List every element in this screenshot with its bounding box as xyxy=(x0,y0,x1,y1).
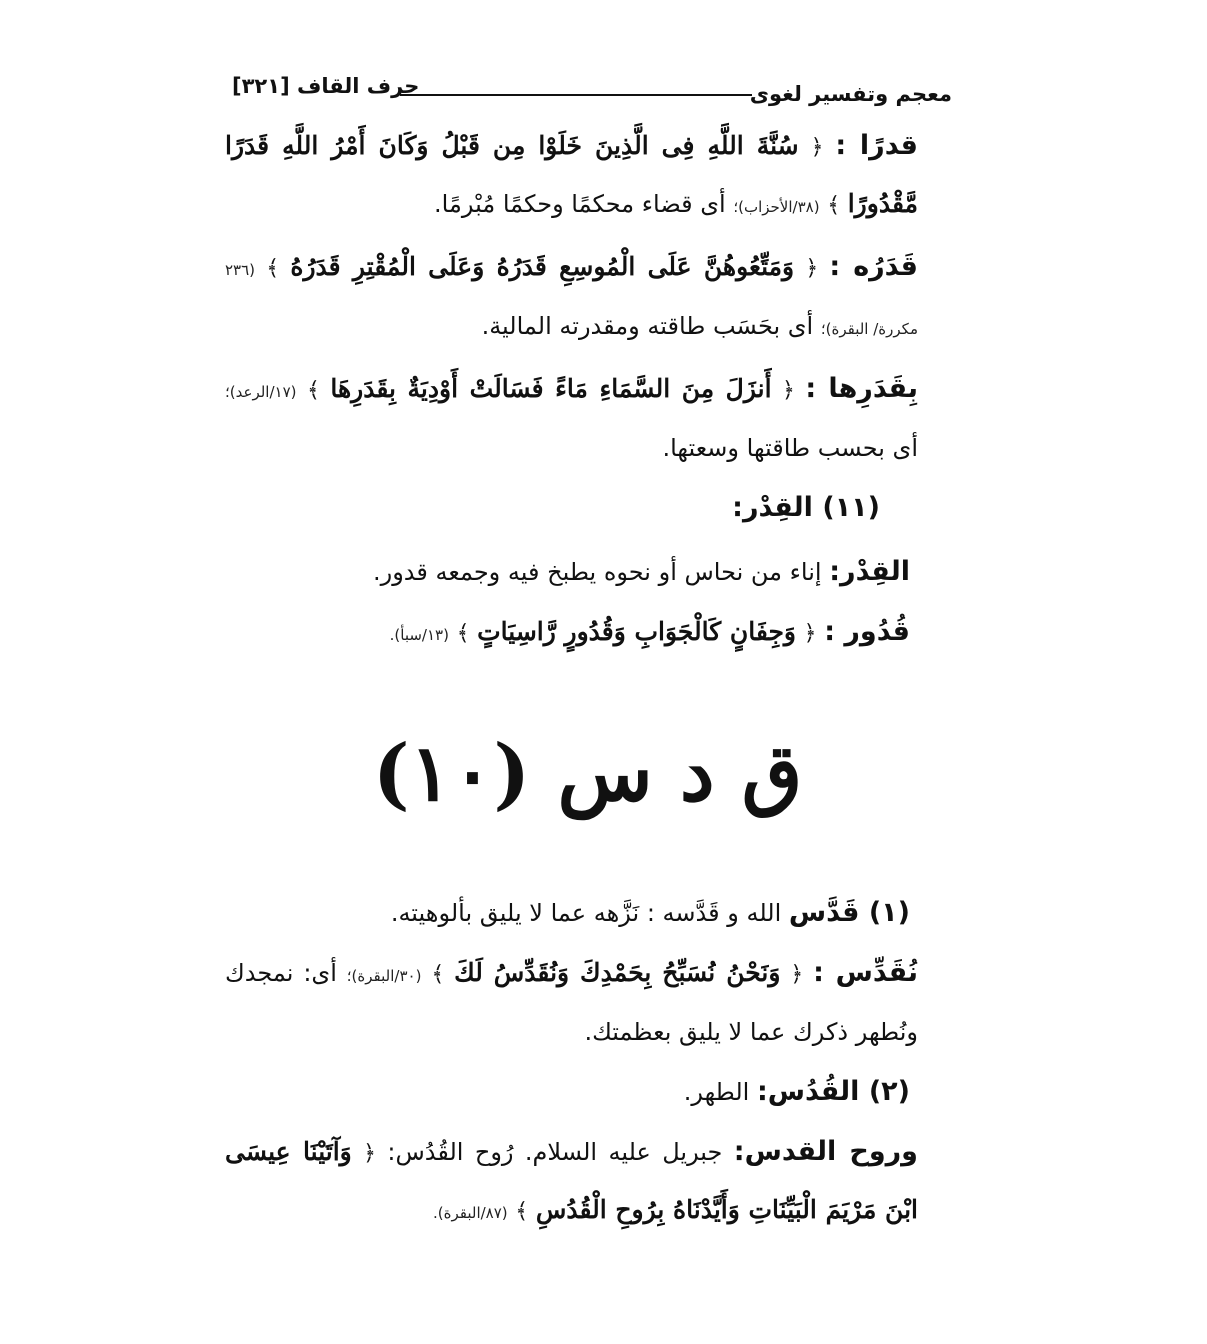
entry-headword: القِدْر: xyxy=(829,556,910,587)
book-title: معجم وتفسير لغوى xyxy=(749,82,952,106)
entry-headword: وروح القدس: xyxy=(733,1136,918,1167)
page-content xyxy=(225,118,950,1245)
entry-qadaruh xyxy=(225,239,950,357)
quran-open-bracket: ﴿ xyxy=(363,1141,376,1166)
quran-close-bracket: ﴾ xyxy=(827,193,841,218)
subsection-heading-1: (١) قَدَّس xyxy=(788,897,910,928)
entry-qadran xyxy=(225,118,950,235)
subsection-gloss: و قَدَّسه : نَزَّهه عما لا يليق بألوهيته. xyxy=(390,899,739,927)
subsection-heading-2: (٢) القُدُس: xyxy=(756,1076,910,1107)
entry-lead: جبريل عليه السلام. رُوح القُدُس: xyxy=(387,1138,723,1166)
subsection-2 xyxy=(225,1064,950,1120)
entry-gloss: أى: نمجدك ونُطهر ذكرك عما لا يليق بعظمتك. xyxy=(225,959,918,1046)
entry-ruhalqudus xyxy=(225,1124,950,1241)
entry-gloss: أى بحَسَب طاقته ومقدرته المالية. xyxy=(481,312,814,340)
quran-quote: سُنَّةَ اللَّهِ فِى الَّذِينَ خَلَوْا مِن قَبْلُ وَكَانَ أَمْرُ اللَّهِ قَدَرًا مَّقْدُورًا xyxy=(225,131,918,218)
quran-quote: وَجِفَانٍ كَالْجَوَابِ وَقُدُورٍ رَّاسِيَاتٍ xyxy=(477,617,797,646)
quran-quote: وَنَحْنُ نُسَبِّحُ بِحَمْدِكَ وَنُقَدِّسُ لَكَ xyxy=(454,958,781,987)
verse-reference: (٢٣٦ مكررة/ البقرة)؛ xyxy=(225,261,918,338)
entry-gloss: أى بحسب طاقتها وسعتها. xyxy=(662,434,918,462)
header-rule xyxy=(400,94,752,96)
quran-close-bracket: ﴾ xyxy=(266,256,280,281)
entry-headword: قدرًا : xyxy=(835,130,918,161)
quran-close-bracket: ﴾ xyxy=(456,621,470,646)
entry-gloss: إناء من نحاس أو نحوه يطبخ فيه وجمعه قدور. xyxy=(373,558,822,586)
quran-close-bracket: ﴾ xyxy=(306,378,320,403)
quran-close-bracket: ﴾ xyxy=(431,962,445,987)
subsection-gloss: الطهر. xyxy=(683,1078,750,1106)
root-title: ق د س (١٠) xyxy=(372,728,803,819)
quran-open-bracket: ﴿ xyxy=(805,256,819,281)
verse-reference: (٣٠/البقرة)؛ xyxy=(346,967,422,985)
quran-open-bracket: ﴿ xyxy=(810,135,824,160)
quran-close-bracket: ﴾ xyxy=(515,1199,529,1224)
entry-headword: بِقَدَرِها : xyxy=(805,373,918,404)
verse-reference: (٨٧/البقرة). xyxy=(433,1204,508,1222)
page-header xyxy=(232,72,952,112)
entry-headword: نُقَدِّس : xyxy=(813,957,919,988)
entry-gloss: أى قضاء محكمًا وحكمًا مُبْرمًا. xyxy=(434,190,726,218)
divine-name: الله xyxy=(746,899,782,927)
quran-quote: وَآتَيْنَا عِيسَى ابْنَ مَرْيَمَ الْبَيِّنَاتِ وَأَيَّدْنَاهُ بِرُوحِ الْقُدُسِ xyxy=(225,1137,918,1224)
verse-reference: (٣٨/الأحزاب)؛ xyxy=(733,198,820,216)
entry-nuqaddisu xyxy=(225,945,950,1060)
quran-quote: وَمَتِّعُوهُنَّ عَلَى الْمُوسِعِ قَدَرُهُ وَعَلَى الْمُقْتِرِ قَدَرُهُ xyxy=(290,252,795,281)
subsection-1 xyxy=(225,885,950,941)
entry-biqadariha xyxy=(225,361,950,476)
quran-quote: أَنزَلَ مِنَ السَّمَاءِ مَاءً فَسَالَتْ أَوْدِيَةٌ بِقَدَرِهَا xyxy=(330,374,772,403)
quran-open-bracket: ﴿ xyxy=(803,621,817,646)
verse-reference: (١٣/سبأ). xyxy=(389,626,449,644)
entry-qudur xyxy=(225,604,950,663)
entry-headword: قَدَرُه : xyxy=(829,251,918,282)
subsection-heading-11: (١١) القِدْر: xyxy=(732,492,880,523)
entry-alqidr xyxy=(225,544,950,600)
entry-headword: قُدُور : xyxy=(824,616,910,647)
section-title: حرف القاف [٣٢١] xyxy=(232,74,420,98)
verse-reference: (١٧/الرعد)؛ xyxy=(225,383,297,401)
quran-open-bracket: ﴿ xyxy=(790,962,804,987)
quran-open-bracket: ﴿ xyxy=(782,378,795,403)
